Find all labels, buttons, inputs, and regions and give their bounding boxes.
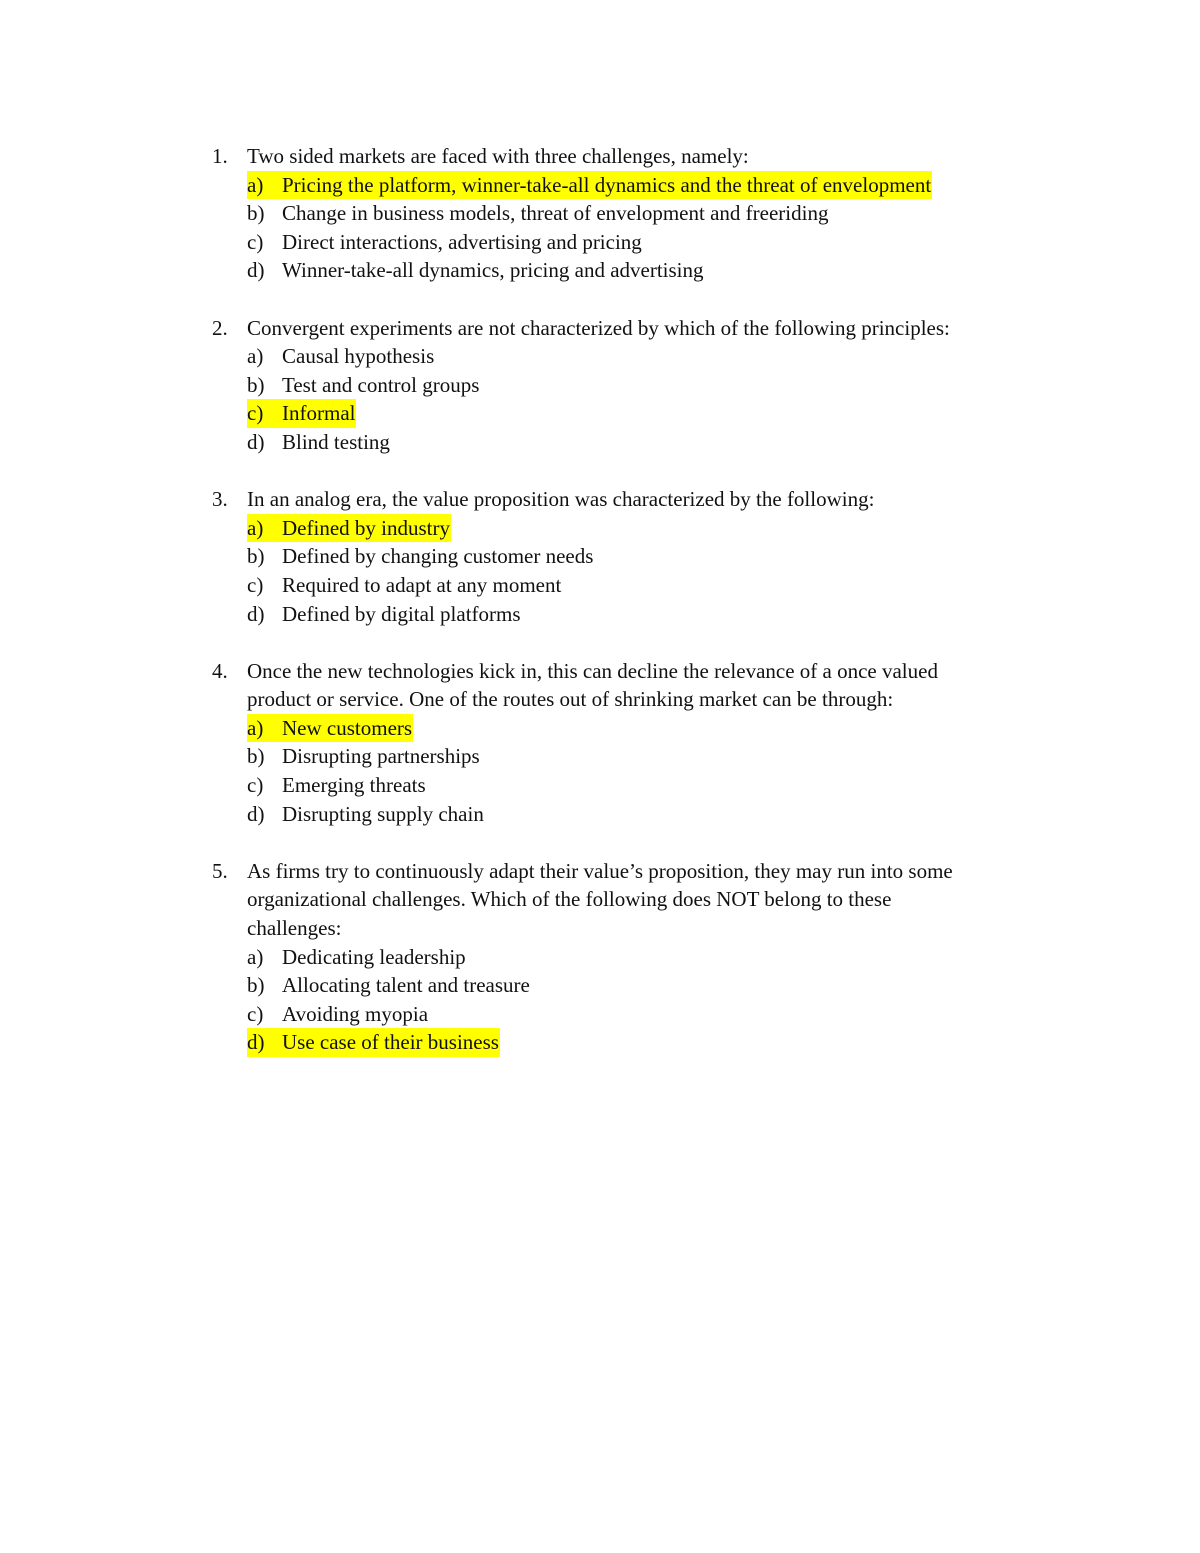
- question-text: As firms try to continuously adapt their value’s proposition, they may run into some: [247, 858, 953, 883]
- question-document: [212, 142, 1072, 1086]
- option-line: [212, 256, 1072, 285]
- question-text: product or service. One of the routes out of shrinking market can be through:: [247, 687, 894, 712]
- question-5: [212, 857, 1072, 1057]
- answer-option: [247, 971, 531, 1000]
- question-text: organizational challenges. Which of the following does NOT belong to these: [247, 887, 892, 912]
- option-letter: c): [247, 773, 264, 798]
- option-line: [212, 342, 1072, 371]
- option-text: Defined by digital platforms: [282, 601, 521, 626]
- question-2: [212, 314, 1072, 457]
- option-text: Required to adapt at any moment: [282, 572, 562, 597]
- option-line: [212, 742, 1072, 771]
- option-letter: a): [247, 172, 264, 197]
- question-line: [212, 857, 1072, 886]
- question-line: [212, 142, 1072, 171]
- option-letter: a): [247, 944, 264, 969]
- option-text: Blind testing: [282, 429, 390, 454]
- option-text: Winner-take-all dynamics, pricing and advertising: [282, 258, 704, 283]
- answer-option: [247, 742, 481, 771]
- option-text: Direct interactions, advertising and pricing: [282, 229, 642, 254]
- question-text: Two sided markets are faced with three challenges, namely:: [247, 144, 749, 168]
- option-text: Allocating talent and treasure: [282, 973, 530, 998]
- option-text: Informal: [282, 401, 356, 426]
- question-text: Convergent experiments are not characterized by which of the following principles:: [247, 315, 950, 340]
- option-text: Use case of their business: [282, 1030, 499, 1055]
- question-line: [212, 314, 1072, 343]
- option-text: Avoiding myopia: [282, 1001, 429, 1026]
- option-text: Defined by industry: [282, 515, 450, 540]
- question-text: In an analog era, the value proposition was characterized by the following:: [247, 487, 875, 512]
- question-number: 4.: [212, 658, 228, 683]
- answer-option: [247, 542, 594, 571]
- answer-option: [247, 199, 829, 228]
- question-number: 1.: [212, 144, 228, 168]
- option-line: [212, 571, 1072, 600]
- option-text: Defined by changing customer needs: [282, 544, 594, 569]
- answer-option: [247, 571, 562, 600]
- question-line: [212, 885, 1072, 914]
- option-line: [212, 371, 1072, 400]
- answer-option: [247, 256, 705, 285]
- answer-option: [247, 228, 643, 257]
- option-letter: b): [247, 201, 265, 226]
- option-letter: b): [247, 372, 265, 397]
- option-letter: d): [247, 801, 265, 826]
- option-letter: c): [247, 1001, 264, 1026]
- option-text: Dedicating leadership: [282, 944, 466, 969]
- option-line: [212, 1028, 1072, 1057]
- option-line: [212, 971, 1072, 1000]
- option-letter: a): [247, 715, 264, 740]
- option-text: Emerging threats: [282, 773, 426, 798]
- option-line: [212, 943, 1072, 972]
- option-letter: a): [247, 344, 264, 369]
- option-line: [212, 199, 1072, 228]
- answer-option: [247, 800, 485, 829]
- option-line: [212, 228, 1072, 257]
- highlighted-answer-option: [247, 514, 451, 543]
- option-line: [212, 399, 1072, 428]
- highlighted-answer-option: [247, 171, 932, 200]
- option-line: [212, 1000, 1072, 1029]
- option-text: Disrupting supply chain: [282, 801, 484, 826]
- answer-option: [247, 600, 522, 629]
- highlighted-answer-option: [247, 714, 413, 743]
- question-4: [212, 657, 1072, 829]
- option-text: Disrupting partnerships: [282, 744, 480, 769]
- option-letter: a): [247, 515, 264, 540]
- option-text: Pricing the platform, winner-take-all dynamics and the threat of envelopment: [282, 172, 932, 197]
- option-text: Causal hypothesis: [282, 344, 435, 369]
- question-1: [212, 142, 1072, 285]
- option-line: [212, 800, 1072, 829]
- answer-option: [247, 771, 427, 800]
- option-line: [212, 514, 1072, 543]
- answer-option: [247, 943, 467, 972]
- option-letter: c): [247, 572, 264, 597]
- answer-option: [247, 428, 391, 457]
- question-number: 2.: [212, 315, 228, 340]
- option-line: [212, 542, 1072, 571]
- question-number: 5.: [212, 858, 228, 883]
- option-letter: c): [247, 401, 264, 426]
- option-letter: d): [247, 1030, 265, 1055]
- option-letter: b): [247, 544, 265, 569]
- question-line: [212, 685, 1072, 714]
- question-text: challenges:: [247, 916, 342, 941]
- option-line: [212, 171, 1072, 200]
- option-text: New customers: [282, 715, 413, 740]
- highlighted-answer-option: [247, 1028, 500, 1057]
- highlighted-answer-option: [247, 399, 356, 428]
- option-text: Test and control groups: [282, 372, 480, 397]
- question-text: Once the new technologies kick in, this can decline the relevance of a once valued: [247, 658, 938, 683]
- option-line: [212, 771, 1072, 800]
- option-letter: b): [247, 744, 265, 769]
- question-line: [212, 914, 1072, 943]
- option-text: Change in business models, threat of envelopment and freeriding: [282, 201, 829, 226]
- option-line: [212, 428, 1072, 457]
- option-letter: d): [247, 429, 265, 454]
- option-letter: c): [247, 229, 264, 254]
- question-number: 3.: [212, 487, 228, 512]
- question-3: [212, 485, 1072, 628]
- answer-option: [247, 1000, 429, 1029]
- question-line: [212, 657, 1072, 686]
- answer-option: [247, 342, 435, 371]
- option-letter: d): [247, 258, 265, 283]
- option-line: [212, 714, 1072, 743]
- answer-option: [247, 371, 480, 400]
- option-letter: b): [247, 973, 265, 998]
- option-line: [212, 600, 1072, 629]
- question-line: [212, 485, 1072, 514]
- option-letter: d): [247, 601, 265, 626]
